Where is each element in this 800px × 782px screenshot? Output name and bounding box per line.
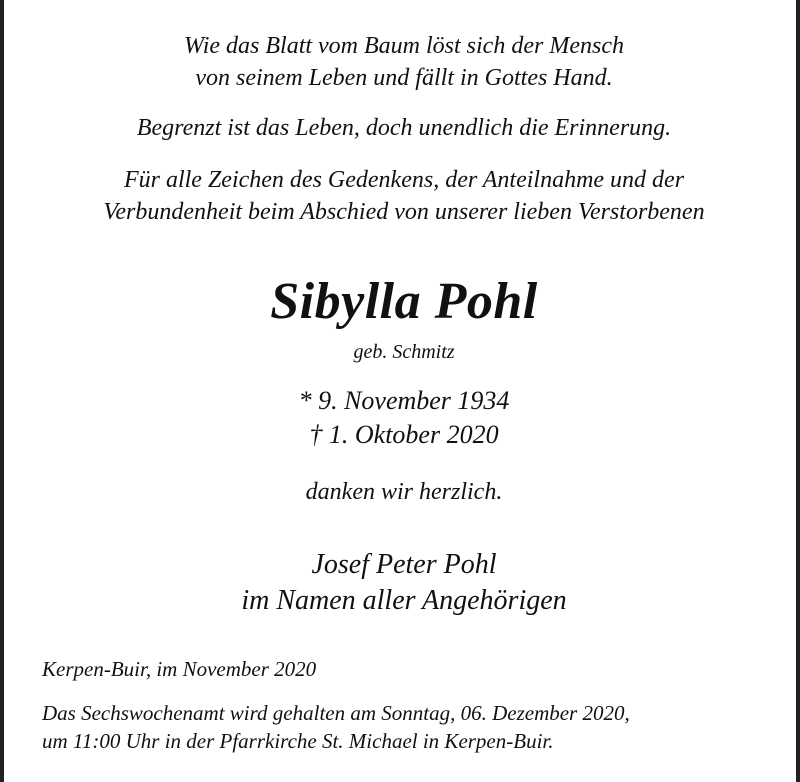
maiden-name: geb. Schmitz	[353, 341, 455, 363]
death-date: † 1. Oktober 2020	[309, 420, 499, 449]
place-date: Kerpen-Buir, im November 2020	[42, 657, 317, 681]
verse-line-1: Wie das Blatt vom Baum löst sich der Mensch	[184, 33, 624, 59]
mass-notice-line-2: um 11:00 Uhr in der Pfarrkirche St. Michael in Kerpen-Buir.	[42, 729, 554, 753]
thanks-text: danken wir herzlich.	[305, 479, 503, 505]
signature-name: Josef Peter Pohl	[311, 549, 497, 580]
verse-line-3: Begrenzt ist das Leben, doch unendlich die Erinnerung.	[136, 115, 672, 141]
signature-on-behalf: im Namen aller Angehörigen	[241, 585, 567, 616]
mass-notice-line-1: Das Sechswochenamt wird gehalten am Sonntag, 06. Dezember 2020,	[42, 701, 630, 725]
verse-line-5: Verbundenheit beim Abschied von unserer lieben Verstorbenen	[103, 199, 705, 225]
verse-line-2: von seinem Leben und fällt in Gottes Hand.	[195, 65, 613, 91]
birth-date: * 9. November 1934	[298, 386, 510, 415]
deceased-name: Sibylla Pohl	[270, 273, 538, 330]
verse-line-4: Für alle Zeichen des Gedenkens, der Anteilnahme und der	[123, 167, 685, 193]
